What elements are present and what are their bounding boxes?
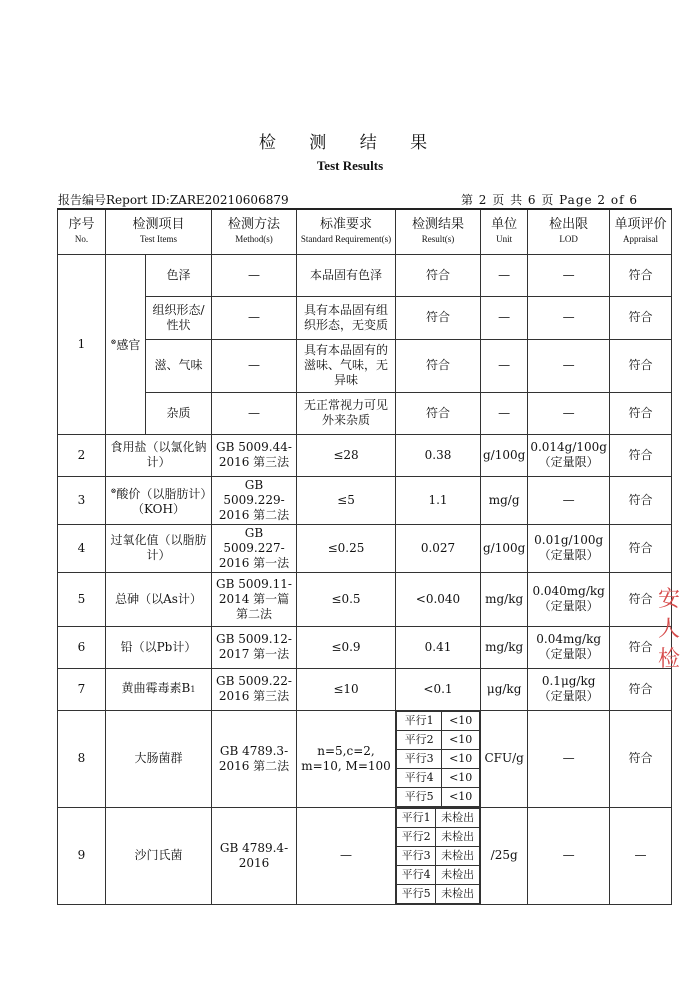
- col-unit: 单位 Unit: [481, 209, 528, 254]
- results-table: [57, 208, 672, 905]
- unit: mg/kg: [481, 626, 528, 668]
- result: 符合: [396, 254, 481, 296]
- unit: mg/g: [481, 476, 528, 524]
- table-row: [58, 710, 672, 807]
- item-name: 组织形态/性状: [146, 296, 212, 339]
- parallel-row: 平行1 未检出: [397, 808, 480, 827]
- table-row: [58, 668, 672, 710]
- parallel-row: 平行2 <10: [397, 730, 480, 749]
- appraisal: 符合: [609, 392, 671, 434]
- table-row: [58, 807, 672, 904]
- header-row: [58, 209, 672, 254]
- row-no: 1: [58, 254, 106, 434]
- method: GB 5009.44-2016 第三法: [212, 434, 297, 476]
- row-no: 2: [58, 434, 106, 476]
- requirement: ≤5: [297, 476, 396, 524]
- requirement: ≤10: [297, 668, 396, 710]
- col-method: 检测方法 Method(s): [212, 209, 297, 254]
- result: 0.027: [396, 524, 481, 572]
- unit: —: [481, 339, 528, 392]
- result: <0.1: [396, 668, 481, 710]
- result-parallels: [396, 710, 481, 807]
- lod: —: [528, 476, 610, 524]
- method: GB 4789.4-2016: [212, 807, 297, 904]
- method: GB 5009.229-2016 第二法: [212, 476, 297, 524]
- parallel-row: 平行4 <10: [397, 768, 480, 787]
- method: —: [212, 339, 297, 392]
- lod: —: [528, 339, 610, 392]
- item-name: ⊗酸价（以脂肪计）（KOH）: [106, 476, 212, 524]
- requirement: 具有本品固有组织形态，无变质: [297, 296, 396, 339]
- result-parallels: [396, 807, 481, 904]
- result: 符合: [396, 392, 481, 434]
- lod: 0.014g/100g（定量限）: [528, 434, 610, 476]
- appraisal: 符合: [609, 434, 671, 476]
- method: —: [212, 296, 297, 339]
- appraisal: 符合: [609, 668, 671, 710]
- item-name: 大肠菌群: [106, 710, 212, 807]
- lod: 0.01g/100g（定量限）: [528, 524, 610, 572]
- result: <0.040: [396, 572, 481, 626]
- table-row: [58, 626, 672, 668]
- unit: CFU/g: [481, 710, 528, 807]
- appraisal: —: [609, 807, 671, 904]
- item-name: 色泽: [146, 254, 212, 296]
- lod: —: [528, 807, 610, 904]
- item-name: 食用盐（以氯化钠计）: [106, 434, 212, 476]
- col-result: 检测结果 Result(s): [396, 209, 481, 254]
- col-appraisal: 单项评价 Appraisal: [609, 209, 671, 254]
- parallel-table: [396, 808, 480, 904]
- row-no: 9: [58, 807, 106, 904]
- result: 0.41: [396, 626, 481, 668]
- parallel-row: 平行3 未检出: [397, 846, 480, 865]
- sensory-group: ⊗感官: [106, 254, 146, 434]
- seal-stamp: 安 人 检: [658, 587, 681, 672]
- unit: mg/kg: [481, 572, 528, 626]
- result: 0.38: [396, 434, 481, 476]
- table-row: [58, 434, 672, 476]
- page-subtitle: Test Results: [316, 158, 384, 173]
- method: —: [212, 392, 297, 434]
- appraisal: 符合: [609, 626, 671, 668]
- lod: 0.1μg/kg（定量限）: [528, 668, 610, 710]
- appraisal: 符合: [609, 572, 671, 626]
- requirement: ≤0.9: [297, 626, 396, 668]
- result: 符合: [396, 296, 481, 339]
- row-no: 6: [58, 626, 106, 668]
- item-name: 黄曲霉毒素B1: [106, 668, 212, 710]
- table-row: [58, 572, 672, 626]
- parallel-row: 平行4 未检出: [397, 865, 480, 884]
- lod: —: [528, 710, 610, 807]
- appraisal: 符合: [609, 476, 671, 524]
- item-name: 沙门氏菌: [106, 807, 212, 904]
- col-test-items: 检测项目 Test Items: [106, 209, 212, 254]
- row-no: 3: [58, 476, 106, 524]
- item-name: 铅（以Pb计）: [106, 626, 212, 668]
- table-row: [58, 476, 672, 524]
- lod: 0.040mg/kg（定量限）: [528, 572, 610, 626]
- parallel-row: 平行5 <10: [397, 787, 480, 806]
- report-id: [58, 191, 289, 208]
- appraisal: 符合: [609, 339, 671, 392]
- requirement: ≤0.25: [297, 524, 396, 572]
- result: 1.1: [396, 476, 481, 524]
- method: GB 4789.3-2016 第二法: [212, 710, 297, 807]
- result: 符合: [396, 339, 481, 392]
- requirement: ≤0.5: [297, 572, 396, 626]
- unit: g/100g: [481, 434, 528, 476]
- item-name: 杂质: [146, 392, 212, 434]
- page-title: 检 测 结 果: [258, 133, 442, 153]
- report-id-label: 报告编号Report ID:: [58, 193, 170, 207]
- appraisal: 符合: [609, 296, 671, 339]
- item-name: 过氧化值（以脂肪计）: [106, 524, 212, 572]
- unit: g/100g: [481, 524, 528, 572]
- row-no: 8: [58, 710, 106, 807]
- item-name: 总砷（以As计）: [106, 572, 212, 626]
- parallel-table: [396, 711, 480, 807]
- method: GB 5009.227-2016 第一法: [212, 524, 297, 572]
- table-row: [58, 339, 672, 392]
- unit: /25g: [481, 807, 528, 904]
- requirement: 无正常视力可见外来杂质: [297, 392, 396, 434]
- parallel-row: 平行1 <10: [397, 711, 480, 730]
- col-lod: 检出限 LOD: [528, 209, 610, 254]
- row-no: 5: [58, 572, 106, 626]
- unit: μg/kg: [481, 668, 528, 710]
- parallel-row: 平行2 未检出: [397, 827, 480, 846]
- row-no: 7: [58, 668, 106, 710]
- table-row: [58, 392, 672, 434]
- lod: —: [528, 254, 610, 296]
- unit: —: [481, 392, 528, 434]
- col-standard: 标准要求 Standard Requirement(s): [297, 209, 396, 254]
- method: GB 5009.12-2017 第一法: [212, 626, 297, 668]
- appraisal: 符合: [609, 254, 671, 296]
- method: GB 5009.22-2016 第三法: [212, 668, 297, 710]
- table-row: [58, 296, 672, 339]
- parallel-row: 平行3 <10: [397, 749, 480, 768]
- requirement: ≤28: [297, 434, 396, 476]
- item-name: 滋、气味: [146, 339, 212, 392]
- appraisal: 符合: [609, 710, 671, 807]
- appraisal: 符合: [609, 524, 671, 572]
- report-id-value: ZARE20210606879: [169, 193, 289, 207]
- table-row: [58, 524, 672, 572]
- requirement: n=5,c=2, m=10, M=100: [297, 710, 396, 807]
- lod: —: [528, 296, 610, 339]
- table-row: [58, 254, 672, 296]
- method: —: [212, 254, 297, 296]
- requirement: 本品固有色泽: [297, 254, 396, 296]
- method: GB 5009.11-2014 第一篇第二法: [212, 572, 297, 626]
- requirement: —: [297, 807, 396, 904]
- requirement: 具有本品固有的滋味、气味，无异味: [297, 339, 396, 392]
- col-no: 序号 No.: [58, 209, 106, 254]
- row-no: 4: [58, 524, 106, 572]
- page-number: 第 2 页 共 6 页 Page 2 of 6: [460, 193, 638, 207]
- lod: —: [528, 392, 610, 434]
- parallel-row: 平行5 未检出: [397, 884, 480, 903]
- unit: —: [481, 254, 528, 296]
- unit: —: [481, 296, 528, 339]
- lod: 0.04mg/kg（定量限）: [528, 626, 610, 668]
